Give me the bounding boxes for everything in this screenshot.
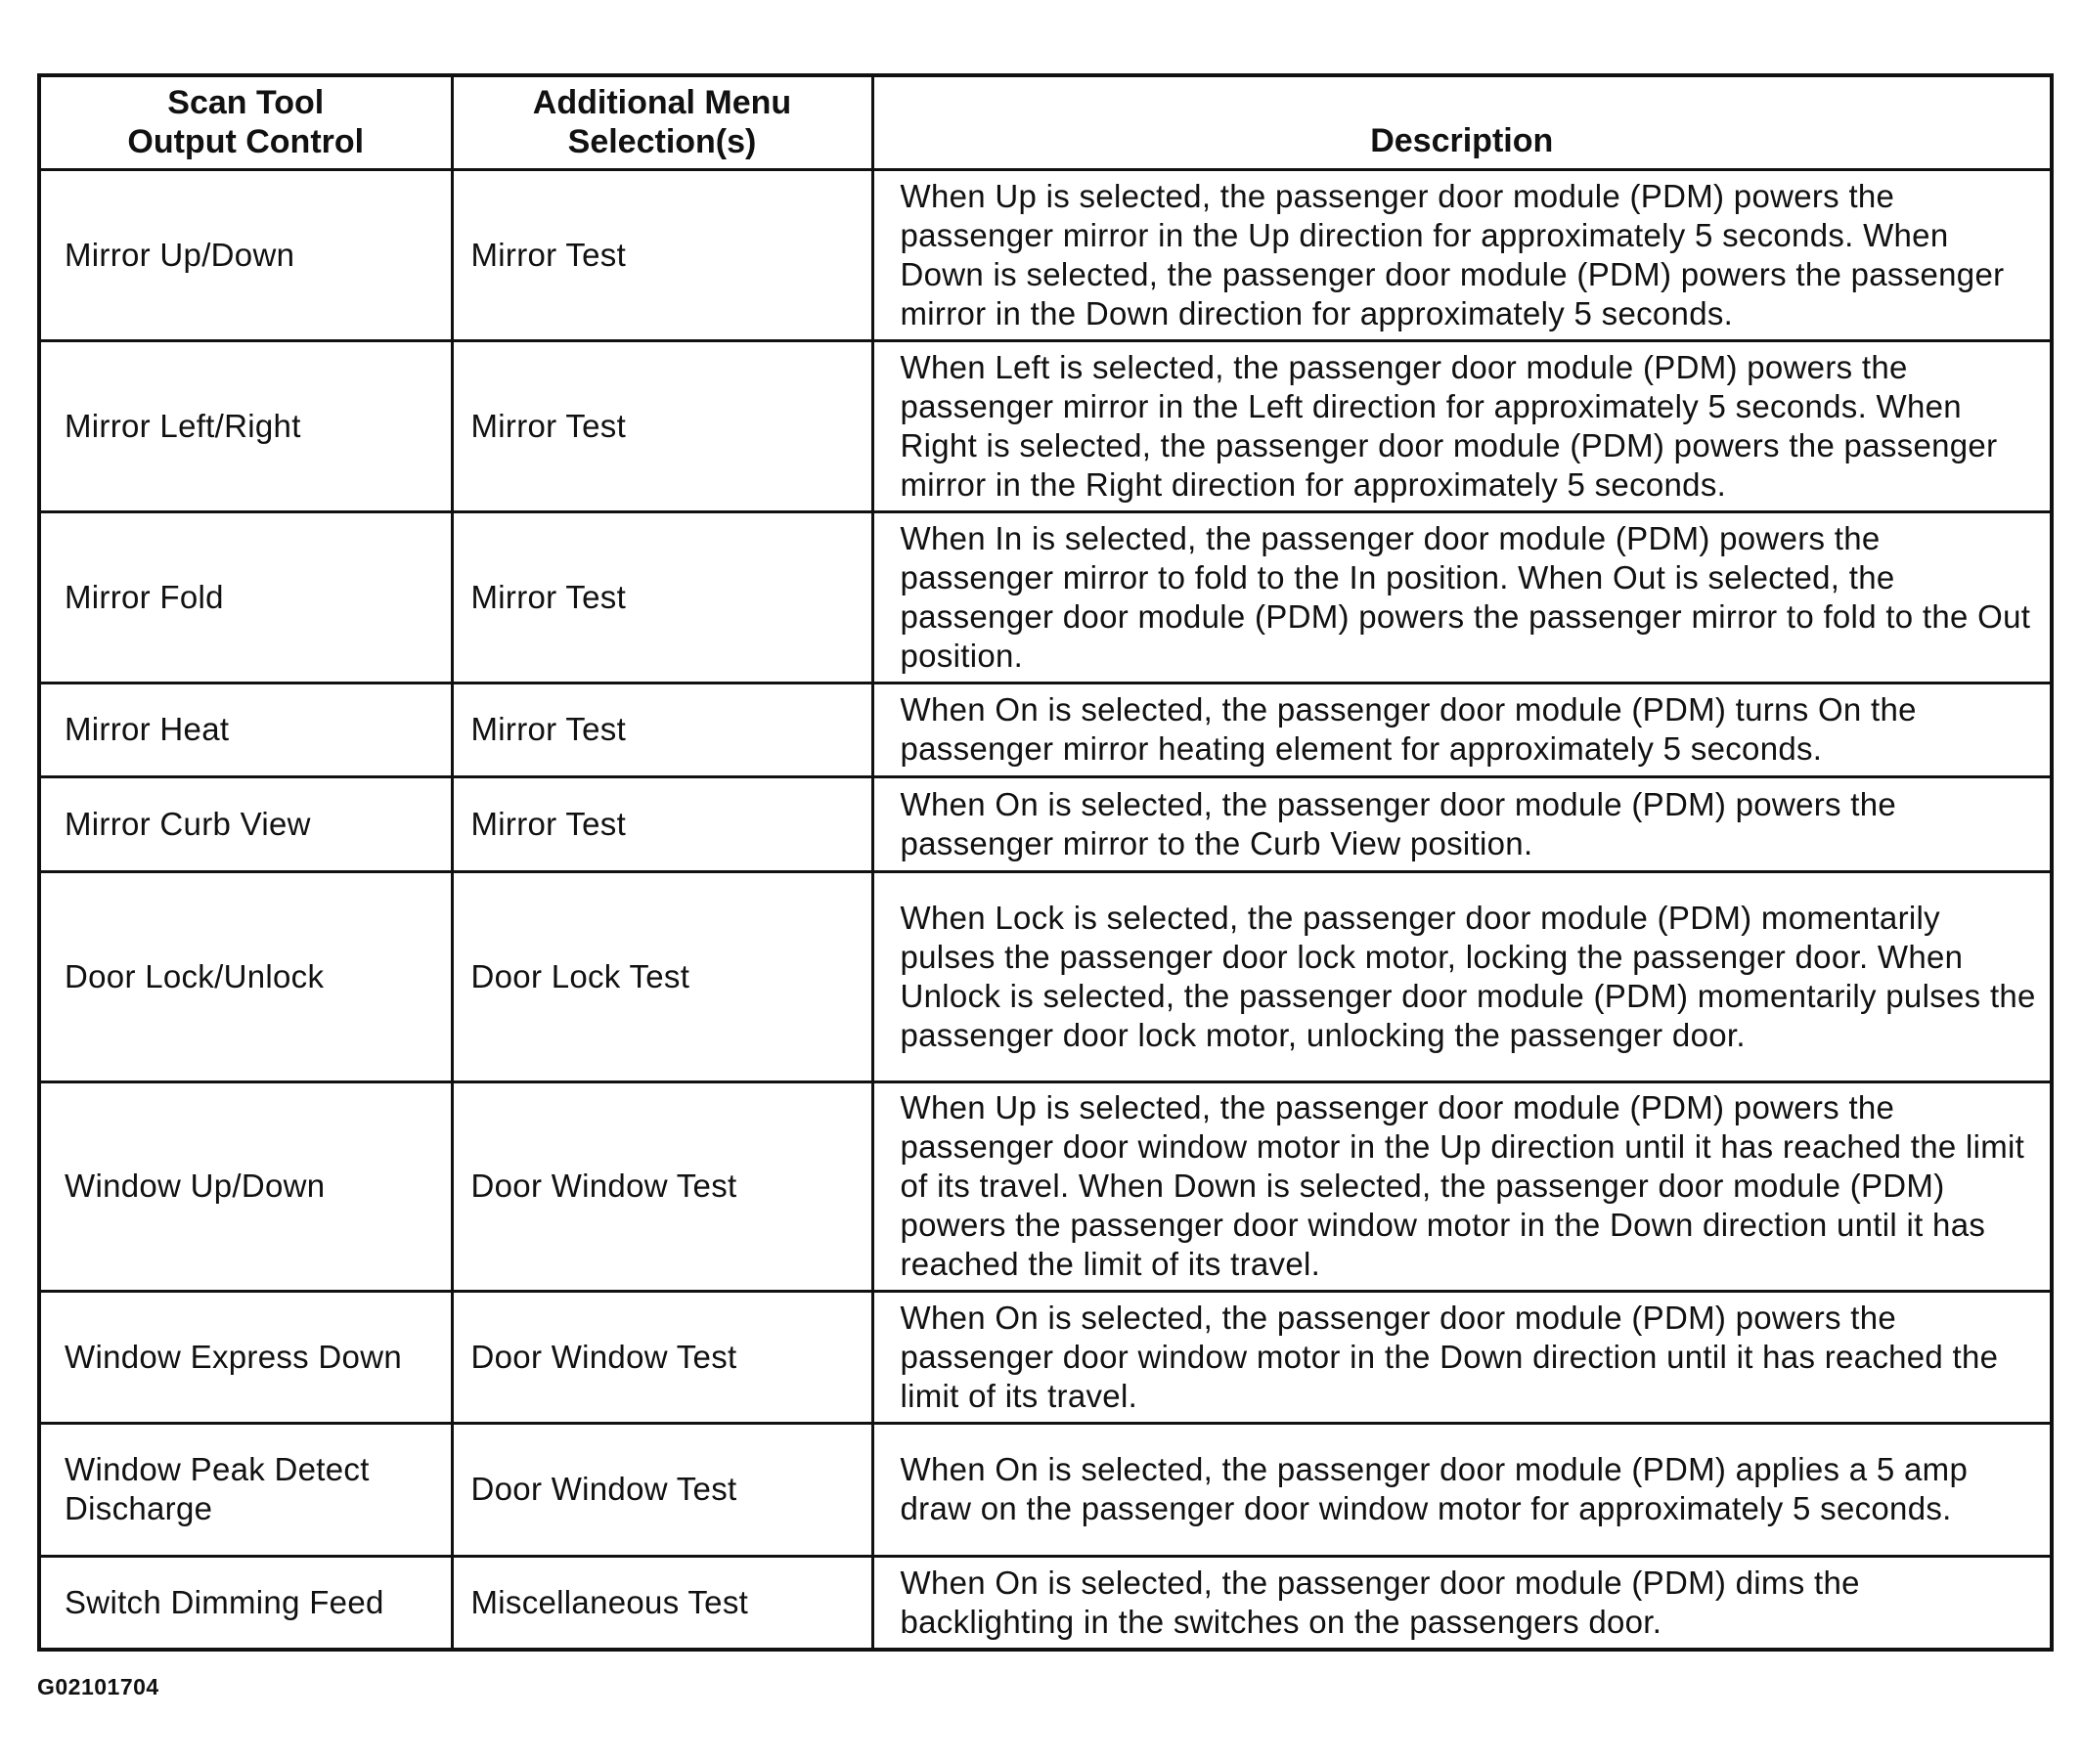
output-control-table <box>37 73 2054 1652</box>
description-cell: When On is selected, the passenger door module (PDM) powers the passenger door window motor in the Down direction until it has reached the limit of its travel. <box>872 1291 2052 1423</box>
description-cell: When On is selected, the passenger door module (PDM) dims the backlighting in the switches on the passengers door. <box>872 1556 2052 1650</box>
menu-selection-cell: Mirror Test <box>452 683 872 776</box>
control-cell: Mirror Fold <box>39 511 452 683</box>
menu-selection-cell: Door Window Test <box>452 1423 872 1556</box>
control-cell: Window Express Down <box>39 1291 452 1423</box>
control-cell: Mirror Heat <box>39 683 452 776</box>
table-row <box>39 683 2052 776</box>
control-cell: Mirror Left/Right <box>39 340 452 511</box>
table-row <box>39 1291 2052 1423</box>
menu-selection-cell: Miscellaneous Test <box>452 1556 872 1650</box>
description-cell: When In is selected, the passenger door module (PDM) powers the passenger mirror to fold to the In position. When Out is selected, the passenger door module (PDM) powers the passenger mirror to fold to the Out position. <box>872 511 2052 683</box>
control-cell: Window Peak Detect Discharge <box>39 1423 452 1556</box>
menu-selection-cell: Mirror Test <box>452 169 872 340</box>
control-cell: Mirror Curb View <box>39 776 452 871</box>
description-cell: When Left is selected, the passenger door module (PDM) powers the passenger mirror in the Left direction for approximately 5 seconds. When Right is selected, the passenger door module (PDM) powers the passenger mirror in the Right direction for approximately 5 seconds. <box>872 340 2052 511</box>
menu-selection-cell: Door Window Test <box>452 1291 872 1423</box>
menu-selection-cell: Door Window Test <box>452 1081 872 1291</box>
table-row <box>39 340 2052 511</box>
description-cell: When Up is selected, the passenger door module (PDM) powers the passenger door window motor in the Up direction until it has reached the limit of its travel. When Down is selected, the passenger door module (PDM) powers the passenger door window motor in the Down direction until it has reached the limit of its travel. <box>872 1081 2052 1291</box>
table-row <box>39 1081 2052 1291</box>
menu-selection-cell: Door Lock Test <box>452 871 872 1081</box>
table-header-row <box>39 75 2052 169</box>
header-additional-menu-selections: Additional Menu Selection(s) <box>452 75 872 169</box>
description-cell: When On is selected, the passenger door module (PDM) powers the passenger mirror to the Curb View position. <box>872 776 2052 871</box>
header-description: Description <box>872 75 2052 169</box>
table-row <box>39 169 2052 340</box>
table-row <box>39 1423 2052 1556</box>
menu-selection-cell: Mirror Test <box>452 776 872 871</box>
header-scan-tool-output-control: Scan Tool Output Control <box>39 75 452 169</box>
control-cell: Switch Dimming Feed <box>39 1556 452 1650</box>
control-cell: Door Lock/Unlock <box>39 871 452 1081</box>
description-cell: When Lock is selected, the passenger door module (PDM) momentarily pulses the passenger door lock motor, locking the passenger door. When Unlock is selected, the passenger door module (PDM) momentarily pulses the passenger door lock motor, unlocking the passenger door. <box>872 871 2052 1081</box>
menu-selection-cell: Mirror Test <box>452 511 872 683</box>
control-cell: Mirror Up/Down <box>39 169 452 340</box>
description-cell: When On is selected, the passenger door module (PDM) applies a 5 amp draw on the passenger door window motor for approximately 5 seconds. <box>872 1423 2052 1556</box>
description-cell: When On is selected, the passenger door module (PDM) turns On the passenger mirror heating element for approximately 5 seconds. <box>872 683 2052 776</box>
table-row <box>39 511 2052 683</box>
menu-selection-cell: Mirror Test <box>452 340 872 511</box>
control-cell: Window Up/Down <box>39 1081 452 1291</box>
table-row <box>39 1556 2052 1650</box>
table-row <box>39 776 2052 871</box>
table-row <box>39 871 2052 1081</box>
description-cell: When Up is selected, the passenger door module (PDM) powers the passenger mirror in the Up direction for approximately 5 seconds. When Down is selected, the passenger door module (PDM) powers the passenger mirror in the Down direction for approximately 5 seconds. <box>872 169 2052 340</box>
figure-id: G02101704 <box>37 1674 159 1699</box>
